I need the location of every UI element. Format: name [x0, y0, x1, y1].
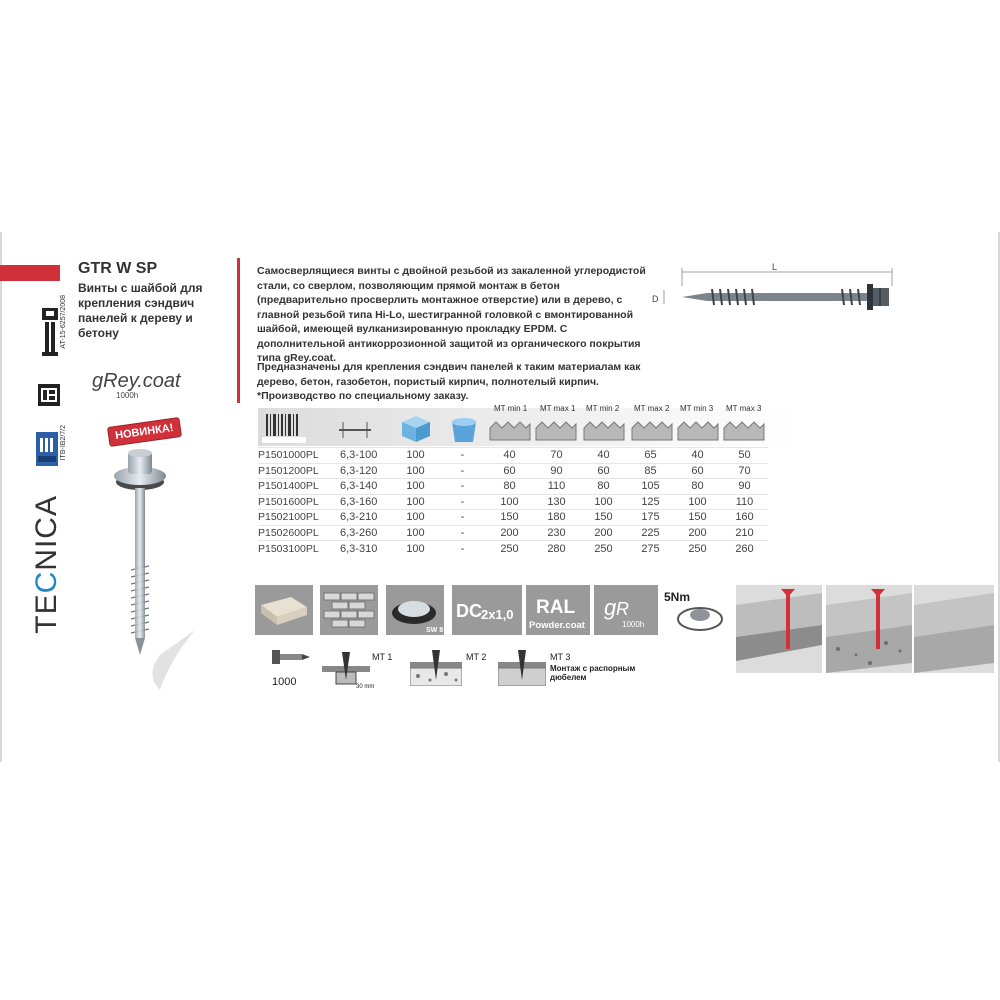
table-cell: 6,3-100 [340, 448, 392, 464]
table-cell: 100 [392, 463, 439, 479]
building-logo-icon [38, 384, 60, 406]
header-mt-min-3: MT min 3 [680, 404, 714, 413]
description-order-note: *Производство по специальному заказу. [257, 390, 469, 402]
approval-logo-icon [36, 432, 58, 466]
table-cell: - [439, 510, 486, 526]
table-cell: 100 [486, 494, 533, 510]
page-border-left [0, 232, 2, 762]
mt2-diagram [410, 650, 462, 686]
table-cell: - [439, 541, 486, 557]
profile-mt-min-1-icon [488, 410, 532, 444]
description-usage: Предназначены для крепления сэндвич панелей к таким материалам как дерево, бетон, газобетон, пористый кирпич, полнотелый кирпич. [257, 361, 641, 388]
new-badge: НОВИНКА! [107, 417, 182, 447]
table-cell: - [439, 463, 486, 479]
dc-label: DC [456, 601, 482, 621]
dc-value: 2x1,0 [481, 607, 514, 622]
product-title: GTR W SP [78, 260, 158, 277]
table-cell: 200 [580, 525, 627, 541]
table-cell: 6,3-310 [340, 541, 392, 557]
table-cell: 100 [392, 494, 439, 510]
header-mt-min-1: MT min 1 [494, 404, 528, 413]
length-label: L [772, 262, 778, 272]
table-cell: 60 [486, 463, 533, 479]
screw-image [100, 440, 220, 700]
specification-table [258, 447, 768, 556]
package-count: 1000 [272, 676, 297, 688]
table-cell: 70 [721, 463, 768, 479]
grey-coat-icon [594, 585, 658, 635]
table-cell: 130 [533, 494, 580, 510]
mt3-note: Монтаж с распорным дюбелем [550, 664, 636, 682]
table-cell: 125 [627, 494, 674, 510]
svg-text:g: g [604, 595, 617, 620]
mt2-label: MT 2 [466, 652, 487, 662]
table-cell: 150 [486, 510, 533, 526]
table-cell: 260 [721, 541, 768, 557]
table-cell: 80 [486, 479, 533, 495]
screw-dimension-drawing [652, 258, 912, 338]
table-cell: - [439, 525, 486, 541]
table-cell: P1503100PL [258, 541, 340, 557]
table-row [258, 479, 768, 495]
header-mt-max-3: MT max 3 [726, 404, 762, 413]
brand-vertical-name: TECNICA [30, 495, 63, 634]
table-row [258, 448, 768, 464]
dc-coating-icon [452, 585, 522, 635]
table-cell: 250 [486, 541, 533, 557]
description-red-line [237, 258, 240, 403]
table-cell: 100 [392, 510, 439, 526]
table-cell: 60 [580, 463, 627, 479]
table-cell: 175 [627, 510, 674, 526]
wood-installation-diagram [736, 585, 822, 673]
table-cell: 250 [580, 541, 627, 557]
box-icon [398, 410, 434, 444]
table-cell: 6,3-140 [340, 479, 392, 495]
table-cell: 6,3-160 [340, 494, 392, 510]
ral-icon [526, 585, 590, 635]
certificate-number-1: AT-15-6257/2008 [60, 295, 67, 349]
mt3-diagram [498, 650, 546, 686]
table-cell: 150 [580, 510, 627, 526]
table-cell: 150 [674, 510, 721, 526]
table-cell: P1501600PL [258, 494, 340, 510]
table-cell: 90 [721, 479, 768, 495]
profile-mt-min-3-icon [676, 410, 720, 444]
panel-edge-diagram [914, 585, 994, 673]
table-cell: 100 [392, 541, 439, 557]
ral-sub-label: Powder.coat [529, 620, 585, 631]
red-accent-bar [0, 265, 60, 281]
table-cell: P1502100PL [258, 510, 340, 526]
table-cell: P1501400PL [258, 479, 340, 495]
mt3-label: MT 3 [550, 652, 571, 662]
table-row [258, 494, 768, 510]
table-cell: 280 [533, 541, 580, 557]
sw-label: SW 8 [426, 627, 444, 634]
table-cell: 275 [627, 541, 674, 557]
table-row [258, 463, 768, 479]
table-cell: 40 [486, 448, 533, 464]
table-cell: 100 [392, 479, 439, 495]
torque-label: 5Nm [664, 590, 691, 604]
table-cell: 110 [533, 479, 580, 495]
table-cell: - [439, 479, 486, 495]
table-cell: - [439, 448, 486, 464]
table-cell: 80 [674, 479, 721, 495]
table-cell: 230 [533, 525, 580, 541]
table-cell: 100 [392, 448, 439, 464]
table-cell: 100 [674, 494, 721, 510]
table-cell: 60 [674, 463, 721, 479]
description-paragraph-1: Самосверлящиеся винты с двойной резьбой из закаленной углеродистой стали, со сверлом, позволяющим прямой монтаж в бетон (предварительно просверлить монтажное отверстие) или в дерево, с главной резьбой типа Hi-Lo, шестигранной головкой с вмонтированной шайбой, имеющей вулканизированную прокладку EPDM. С дополнительной антикоррозионной защитой из органического покрытия типа gRey.coat. [257, 265, 646, 364]
table-cell: 40 [674, 448, 721, 464]
table-cell: 70 [533, 448, 580, 464]
table-cell: 200 [486, 525, 533, 541]
table-cell: P1501000PL [258, 448, 340, 464]
table-cell: 210 [721, 525, 768, 541]
table-cell: 40 [580, 448, 627, 464]
table-cell: 50 [721, 448, 768, 464]
grey-hours-label: 1000h [622, 620, 645, 629]
table-cell: P1502600PL [258, 525, 340, 541]
header-mt-max-2: MT max 2 [634, 404, 670, 413]
table-cell: 105 [627, 479, 674, 495]
table-cell: 6,3-210 [340, 510, 392, 526]
table-cell: P1501200PL [258, 463, 340, 479]
table-cell: 110 [721, 494, 768, 510]
diameter-label: D [652, 294, 659, 304]
table-cell: - [439, 494, 486, 510]
table-row [258, 541, 768, 557]
torque-icon [662, 585, 724, 635]
table-cell: 80 [580, 479, 627, 495]
barcode-icon [262, 410, 306, 444]
header-mt-max-1: MT max 1 [540, 404, 576, 413]
table-cell: 200 [674, 525, 721, 541]
table-cell: 100 [580, 494, 627, 510]
certificate-number-2: ITB-IB2/7/2 [60, 425, 67, 461]
mt1-label: MT 1 [372, 652, 393, 662]
table-row [258, 510, 768, 526]
svg-text:R: R [616, 599, 629, 619]
table-cell: 100 [392, 525, 439, 541]
product-subtitle: Винты с шайбой для крепления сэндвич панелей к дереву и бетону [78, 281, 203, 340]
concrete-installation-diagram [826, 585, 912, 673]
table-cell: 180 [533, 510, 580, 526]
dimension-icon [335, 410, 375, 444]
table-cell: 85 [627, 463, 674, 479]
wood-icon [255, 585, 313, 635]
bucket-icon [446, 410, 482, 444]
washer-icon [386, 585, 444, 635]
table-cell: 90 [533, 463, 580, 479]
table-cell: 250 [674, 541, 721, 557]
brick-icon [320, 585, 378, 635]
profile-mt-max-1-icon [534, 410, 578, 444]
table-cell: 6,3-120 [340, 463, 392, 479]
itb-logo-icon [40, 308, 60, 358]
profile-mt-min-2-icon [582, 410, 626, 444]
mt1-diagram [322, 650, 370, 686]
ral-label: RAL [536, 597, 576, 618]
profile-mt-max-2-icon [630, 410, 674, 444]
table-cell: 65 [627, 448, 674, 464]
table-cell: 6,3-260 [340, 525, 392, 541]
mt1-dimension: 30 mm [356, 684, 375, 690]
profile-mt-max-3-icon [722, 410, 766, 444]
table-cell: 225 [627, 525, 674, 541]
description-paragraph-2 [257, 360, 657, 404]
table-row [258, 525, 768, 541]
drill-bit-icon [268, 640, 312, 674]
table-cell: 160 [721, 510, 768, 526]
grey-coat-logo: gRey.coat 1000h [92, 370, 181, 400]
header-mt-min-2: MT min 2 [586, 404, 620, 413]
